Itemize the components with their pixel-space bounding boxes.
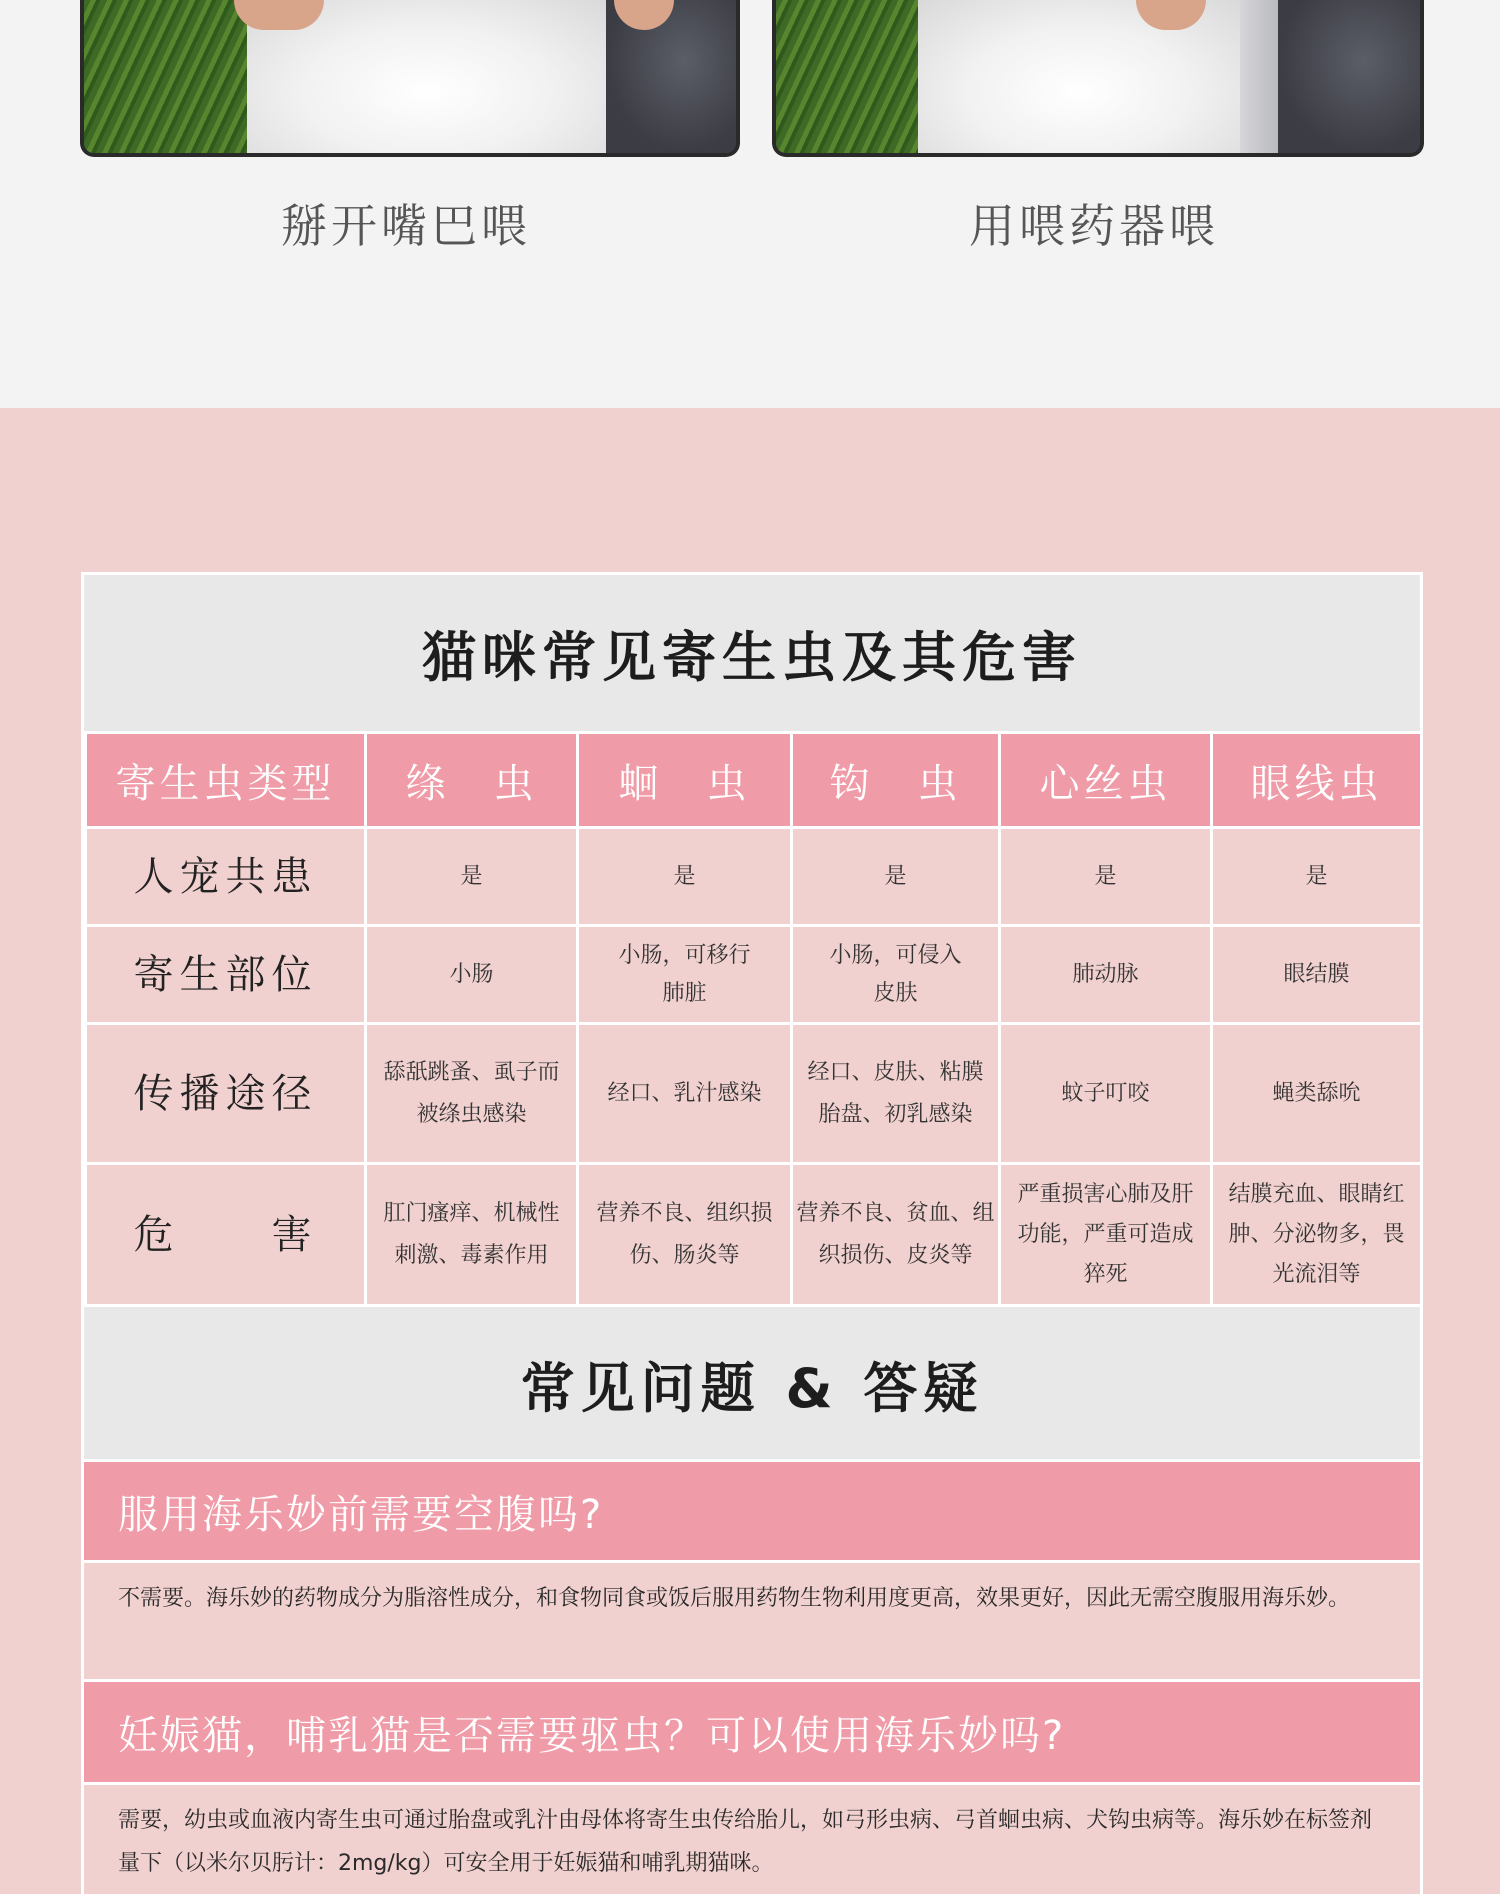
table-row [86,926,1422,1024]
table-cell: 经口、皮肤、粘膜 胎盘、初乳感染 [792,1024,1000,1164]
row-label-site: 寄生部位 [86,926,366,1024]
faq-question-1-text: 服用海乐妙前需要空腹吗? [118,1491,604,1538]
table-cell: 是 [1000,828,1212,926]
parasite-table-title [84,575,1420,731]
table-cell: 是 [792,828,1000,926]
table-row [86,1164,1422,1306]
header-tapeworm: 绦 虫 [366,733,578,828]
feeding-methods-section [0,0,1500,408]
header-parasite-type: 寄生虫类型 [86,733,366,828]
table-cell: 严重损害心肺及肝 功能，严重可造成 猝死 [1000,1164,1212,1306]
parasite-table-header-row [86,733,1422,828]
table-cell: 营养不良、贫血、组 织损伤、皮炎等 [792,1164,1000,1306]
table-cell: 肺动脉 [1000,926,1212,1024]
table-cell: 蝇类舔吮 [1212,1024,1422,1164]
table-cell: 蚊子叮咬 [1000,1024,1212,1164]
faq-question-1 [84,1459,1420,1563]
parasite-table [84,731,1423,1307]
table-cell: 结膜充血、眼睛红 肿、分泌物多，畏 光流泪等 [1212,1164,1422,1306]
faq-title [84,1307,1420,1461]
faq-answer-2: 需要，幼虫或血液内寄生虫可通过胎盘或乳汁由母体将寄生虫传给胎儿，如弓形虫病、弓首蛔虫病、犬钩虫病等。海乐妙在标签剂量下（以米尔贝肟计：2mg/kg）可安全用于妊娠猫和哺乳期猫咪。 [84,1785,1420,1894]
feeding-photo-mouth [80,0,740,157]
feeding-caption-mouth: 掰开嘴巴喂 [281,199,531,253]
table-cell: 是 [578,828,792,926]
row-label-zoonotic: 人宠共患 [86,828,366,926]
header-hookworm: 钩 虫 [792,733,1000,828]
header-roundworm: 蛔 虫 [578,733,792,828]
table-cell: 营养不良、组织损 伤、肠炎等 [578,1164,792,1306]
table-cell: 是 [1212,828,1422,926]
table-cell: 眼结膜 [1212,926,1422,1024]
row-label-harm: 危 害 [86,1164,366,1306]
table-row [86,828,1422,926]
table-cell: 小肠 [366,926,578,1024]
faq-question-2 [84,1679,1420,1785]
table-row [86,1024,1422,1164]
header-heartworm: 心丝虫 [1000,733,1212,828]
parasite-table-title-text: 猫咪常见寄生虫及其危害 [422,625,1082,689]
table-cell: 是 [366,828,578,926]
table-cell: 经口、乳汁感染 [578,1024,792,1164]
faq-title-text: 常见问题 & 答疑 [520,1356,984,1420]
row-label-transmission: 传播途径 [86,1024,366,1164]
feeding-photo-dispenser [772,0,1424,157]
feeding-caption-dispenser: 用喂药器喂 [969,199,1219,253]
faq-answer-1: 不需要。海乐妙的药物成分为脂溶性成分，和食物同食或饭后服用药物生物利用度更高，效果更好，因此无需空腹服用海乐妙。 [84,1563,1420,1681]
table-cell: 小肠，可移行 肺脏 [578,926,792,1024]
faq-question-2-text: 妊娠猫，哺乳猫是否需要驱虫？可以使用海乐妙吗? [118,1712,1066,1759]
table-cell: 肛门瘙痒、机械性 刺激、毒素作用 [366,1164,578,1306]
table-cell: 舔舐跳蚤、虱子而 被绦虫感染 [366,1024,578,1164]
table-cell: 小肠，可侵入 皮肤 [792,926,1000,1024]
header-eyeworm: 眼线虫 [1212,733,1422,828]
info-card [84,575,1420,1894]
